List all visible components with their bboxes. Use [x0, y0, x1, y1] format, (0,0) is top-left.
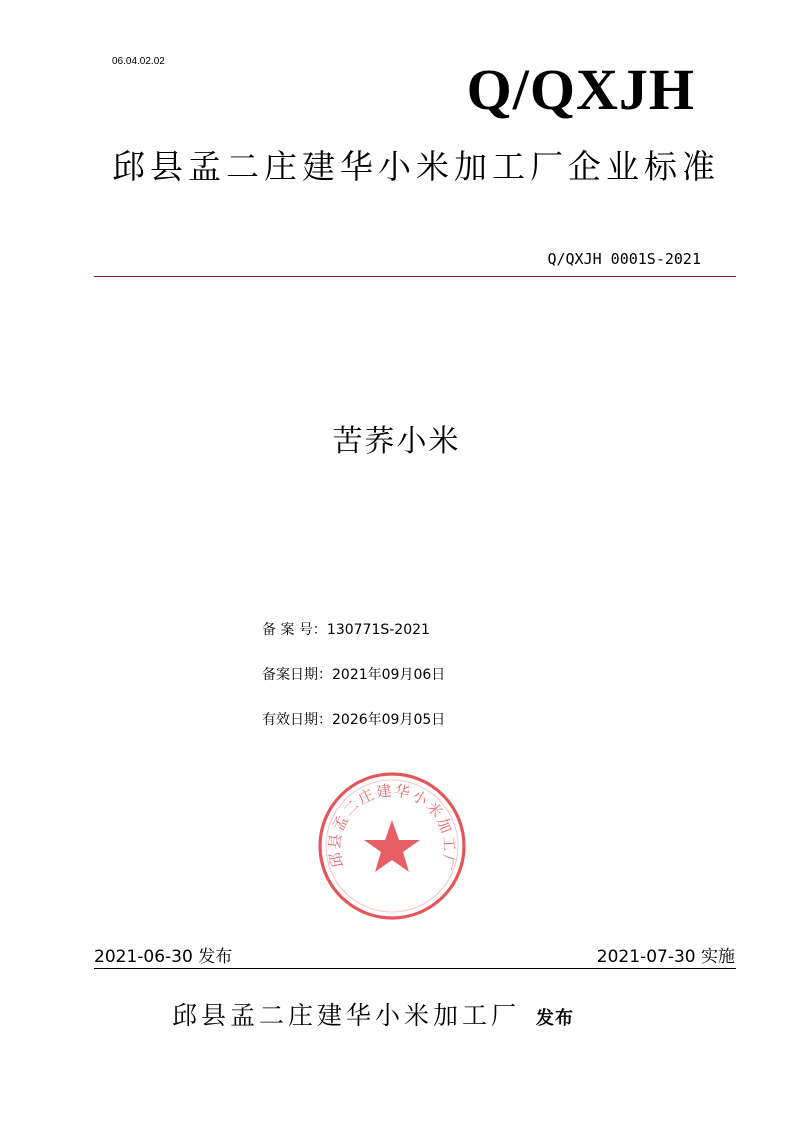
- valid-date-row: [262, 710, 445, 730]
- implementation-date: 2021-07-30 实施: [596, 947, 735, 967]
- record-number-row: [262, 620, 430, 640]
- seal-text: 邱县孟二庄建华小米加工厂: [325, 781, 459, 874]
- product-name: 苦荞小米: [332, 424, 461, 459]
- record-date-label: 备案日期：: [262, 667, 332, 683]
- record-number-label: 备 案 号：: [262, 622, 327, 638]
- publish-label: 发布: [536, 1008, 575, 1029]
- standard-mark: Q/QXJH: [466, 57, 695, 122]
- valid-date-value: 2026年09月05日: [332, 712, 446, 728]
- document-code: 06.04.02.02: [112, 56, 165, 67]
- standard-number: Q/QXJH 0001S-2021: [547, 250, 701, 268]
- footer-divider: [94, 968, 736, 969]
- standard-title: 邱县孟二庄建华小米加工厂企业标准: [112, 147, 720, 186]
- header-divider: [94, 276, 736, 277]
- record-number-value: 130771S-2021: [326, 622, 430, 638]
- company-seal-stamp: [316, 770, 468, 922]
- record-date-row: [262, 665, 445, 685]
- issue-date: 2021-06-30 发布: [94, 947, 233, 967]
- issuer-line: [172, 1000, 574, 1035]
- valid-date-label: 有效日期：: [262, 712, 332, 728]
- seal-star-icon: [364, 820, 420, 872]
- record-date-value: 2021年09月06日: [332, 667, 446, 683]
- issuer-name: 邱县孟二庄建华小米加工厂: [172, 1001, 521, 1030]
